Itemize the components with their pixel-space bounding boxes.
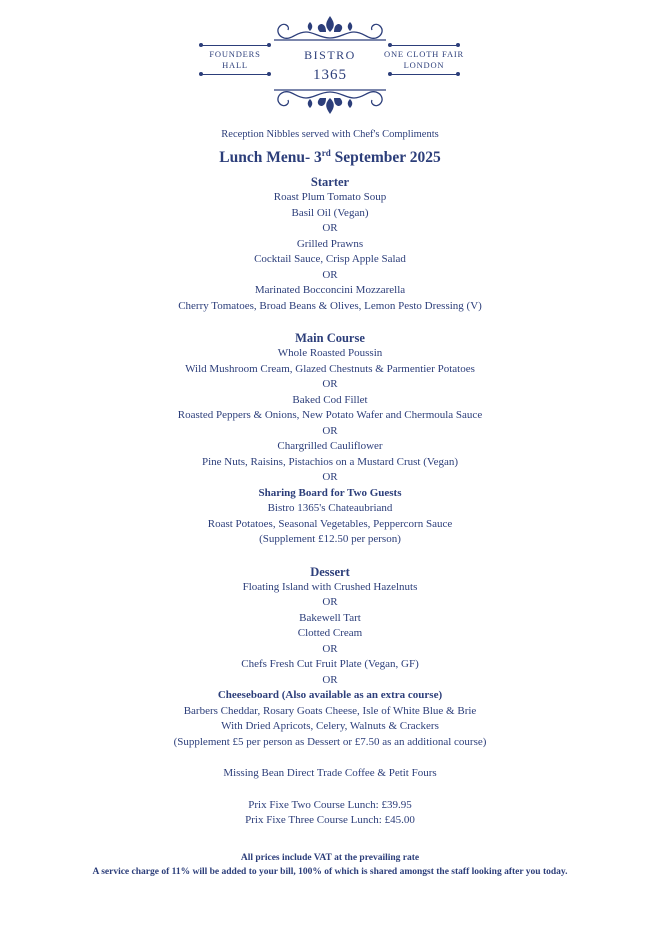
divider-right-top bbox=[390, 45, 458, 46]
dessert-line: Chefs Fresh Cut Fruit Plate (Vegan, GF) bbox=[241, 658, 419, 670]
cheeseboard-line: With Dried Apricots, Celery, Walnuts & Crackers bbox=[221, 720, 439, 732]
price-three-course: Prix Fixe Three Course Lunch: £45.00 bbox=[245, 814, 415, 826]
starter-line: Roast Plum Tomato Soup bbox=[273, 191, 387, 203]
price-two-course: Prix Fixe Two Course Lunch: £39.95 bbox=[248, 798, 412, 811]
spacer bbox=[0, 314, 660, 330]
starter-line: Cherry Tomatoes, Broad Beans & Olives, Lemon Pesto Dressing (V) bbox=[178, 299, 482, 312]
service-charge-note: A service charge of 11% will be added to your bill, 100% of which is shared amongst the staff looking after you today. bbox=[92, 867, 568, 877]
dessert-line: OR bbox=[322, 673, 338, 686]
starter-line: Marinated Bocconcini Mozzarella bbox=[254, 284, 406, 296]
location-right-line2: LONDON bbox=[403, 60, 445, 70]
main-heading: Main Course bbox=[295, 331, 365, 345]
location-right-line1: ONE CLOTH FAIR bbox=[384, 49, 464, 59]
cheeseboard-line: Barbers Cheddar, Rosary Goats Cheese, Isle of White Blue & Brie bbox=[183, 704, 477, 717]
dessert-line: OR bbox=[322, 642, 338, 655]
spacer bbox=[0, 782, 660, 798]
starter-line: Grilled Prawns bbox=[296, 237, 364, 250]
brand-name: BISTRO bbox=[304, 48, 356, 62]
sharing-board-heading: Sharing Board for Two Guests bbox=[258, 486, 402, 499]
spacer bbox=[0, 548, 660, 564]
dessert-list bbox=[0, 580, 660, 751]
divider-left-bottom bbox=[201, 74, 269, 75]
dessert-line: Floating Island with Crushed Hazelnuts bbox=[242, 580, 418, 593]
main-line: Baked Cod Fillet bbox=[292, 393, 368, 406]
title-ordinal: rd bbox=[321, 148, 331, 158]
sharing-line: (Supplement £12.50 per person) bbox=[259, 533, 401, 545]
sharing-line: Roast Potatoes, Seasonal Vegetables, Peppercorn Sauce bbox=[207, 517, 453, 530]
main-line: OR bbox=[322, 378, 338, 390]
brand-logo bbox=[270, 48, 390, 84]
location-left-line1: FOUNDERS bbox=[209, 49, 261, 59]
location-right bbox=[384, 42, 464, 78]
divider-right-bottom bbox=[390, 74, 458, 75]
main-line: Chargrilled Cauliflower bbox=[277, 440, 383, 452]
main-line: OR bbox=[322, 471, 338, 483]
ornament-bottom-icon bbox=[270, 88, 390, 116]
brand-number: 1365 bbox=[313, 67, 347, 83]
dessert-line: Clotted Cream bbox=[297, 627, 363, 639]
ornament-top-icon bbox=[270, 14, 390, 42]
vat-note: All prices include VAT at the prevailing rate bbox=[240, 853, 420, 863]
starter-line: OR bbox=[322, 268, 338, 281]
starter-line: Basil Oil (Vegan) bbox=[291, 206, 369, 219]
spacer bbox=[0, 750, 660, 766]
title-prefix: Lunch Menu- 3 bbox=[219, 149, 322, 166]
cheeseboard-line: (Supplement £5 per person as Dessert or £7.50 as an additional course) bbox=[173, 735, 487, 748]
starter-line: Cocktail Sauce, Crisp Apple Salad bbox=[254, 253, 406, 265]
main-line: Wild Mushroom Cream, Glazed Chestnuts & Parmentier Potatoes bbox=[185, 362, 475, 375]
menu-content bbox=[0, 128, 660, 829]
cheeseboard-heading: Cheeseboard (Also available as an extra course) bbox=[217, 689, 443, 701]
starter-list bbox=[0, 190, 660, 314]
footer bbox=[0, 851, 660, 879]
coffee-note: Missing Bean Direct Trade Coffee & Petit Fours bbox=[223, 767, 437, 779]
starter-heading: Starter bbox=[310, 175, 350, 189]
main-line: Roasted Peppers & Onions, New Potato Wafer and Chermoula Sauce bbox=[177, 409, 483, 421]
location-left bbox=[195, 42, 275, 78]
main-line: Whole Roasted Poussin bbox=[277, 347, 383, 359]
header bbox=[0, 12, 660, 122]
dessert-heading: Dessert bbox=[310, 564, 350, 579]
sharing-line: Bistro 1365's Chateaubriand bbox=[267, 502, 393, 514]
divider-left-top bbox=[201, 45, 269, 46]
main-line: OR bbox=[322, 424, 338, 437]
main-line: Pine Nuts, Raisins, Pistachios on a Mustard Crust (Vegan) bbox=[201, 455, 459, 468]
title-rest: September 2025 bbox=[330, 149, 441, 166]
menu-title bbox=[0, 148, 660, 168]
dessert-line: OR bbox=[322, 596, 338, 608]
location-left-line2: HALL bbox=[222, 60, 248, 70]
dessert-line: Bakewell Tart bbox=[299, 611, 361, 624]
starter-line: OR bbox=[322, 222, 338, 234]
main-list bbox=[0, 346, 660, 548]
reception-note: Reception Nibbles served with Chef's Compliments bbox=[221, 129, 439, 140]
